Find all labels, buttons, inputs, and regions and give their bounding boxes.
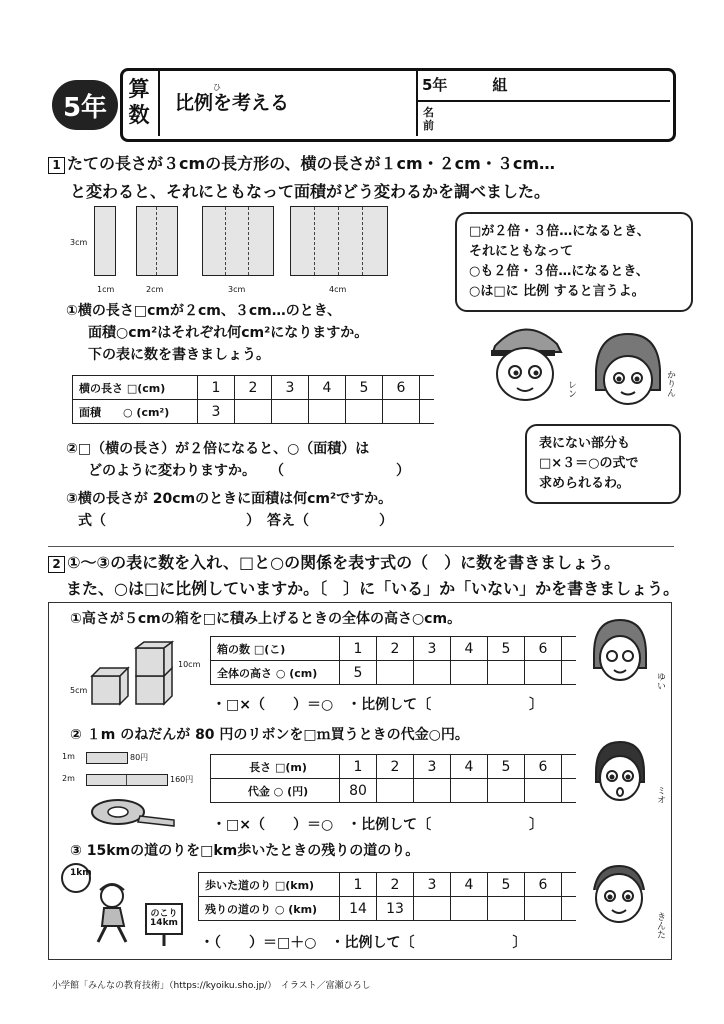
width-label-2: 2cm <box>146 285 164 294</box>
table-head: 代金 ○ (円) <box>211 779 340 803</box>
speech-bubble-karin <box>525 424 681 504</box>
rectangle-1cm <box>94 206 116 276</box>
table-row <box>211 637 577 661</box>
width-label-3: 3cm <box>228 285 246 294</box>
table-cell: 5 <box>346 376 383 400</box>
table-torn-edge <box>562 779 577 803</box>
answer-cell[interactable] <box>309 400 346 424</box>
table-row <box>199 897 577 921</box>
page-title: 比例を考える <box>175 92 290 114</box>
q1-sub1-line2: 面積○cm²はそれぞれ何cm²になりますか。 <box>88 325 369 341</box>
table-cell: 4 <box>451 873 488 897</box>
answer-cell[interactable] <box>488 897 525 921</box>
bubble-line: □×３＝○の式で <box>539 456 639 471</box>
yui-name: ゆい <box>655 672 665 690</box>
answer-cell[interactable] <box>346 400 383 424</box>
stacked-boxes-icon <box>84 640 190 712</box>
mio-character-icon <box>590 738 650 806</box>
table-torn-edge <box>420 376 435 400</box>
table-cell: 3 <box>198 400 235 424</box>
answer-cell[interactable] <box>235 400 272 424</box>
answer-cell[interactable] <box>414 897 451 921</box>
item1-formula[interactable]: ・□×（ ）＝○ ・比例して〔 〕 <box>212 697 544 713</box>
table-cell: 2 <box>377 755 414 779</box>
title-ruby: ひ <box>213 83 221 92</box>
name-field[interactable]: 名前 <box>423 106 434 132</box>
table-row <box>211 779 577 803</box>
subject-char-2: 数 <box>128 103 150 127</box>
answer-cell[interactable] <box>451 779 488 803</box>
answer-cell[interactable] <box>377 779 414 803</box>
kinta-character-icon <box>588 860 650 928</box>
kinta-name: きんた <box>655 912 665 939</box>
answer-cell[interactable] <box>525 779 562 803</box>
table-cell: 6 <box>383 376 420 400</box>
ren-character-icon <box>485 318 565 410</box>
table-cell: 5 <box>340 661 377 685</box>
width-label-4: 4cm <box>329 285 347 294</box>
answer-cell[interactable] <box>451 661 488 685</box>
answer-cell[interactable] <box>488 779 525 803</box>
table-cell: 1 <box>340 755 377 779</box>
table-cell: 3 <box>414 637 451 661</box>
table-head: 残りの道のり ○ (km) <box>199 897 340 921</box>
label-5cm: 5cm <box>70 686 88 695</box>
table-cell: 6 <box>525 637 562 661</box>
q1-sub1-line1: ①横の長さ□cmが２cm、３cm…のとき、 <box>66 303 342 319</box>
table-cell: 3 <box>272 376 309 400</box>
q1-sub2-line1: ②□（横の長さ）が２倍になると、○（面積）は <box>66 441 370 457</box>
answer-cell[interactable] <box>414 779 451 803</box>
table-head: 箱の数 □(こ) <box>211 637 340 661</box>
item1-table <box>210 636 576 685</box>
item2-formula[interactable]: ・□×（ ）＝○ ・比例して〔 〕 <box>212 817 544 833</box>
table-cell: 14 <box>340 897 377 921</box>
label-160: 160円 <box>170 775 194 784</box>
table-head: 長さ □(m) <box>211 755 340 779</box>
speech-bubble-ren <box>455 212 693 312</box>
bubble-line: ○は□に 比例 すると言うよ。 <box>469 284 645 299</box>
table-cell: 1 <box>198 376 235 400</box>
footer-credit: 小学館「みんなの教育技術」（https://kyoiku.sho.jp/） イラスト／富瀬ひろし <box>52 981 371 991</box>
ren-name: レン <box>566 380 576 398</box>
table-cell: 80 <box>340 779 377 803</box>
item2-table <box>210 754 576 803</box>
table-cell: 5 <box>488 873 525 897</box>
q1-sub3-line2[interactable]: 式（ ） 答え（ ） <box>78 513 393 529</box>
question-2-text <box>48 550 679 602</box>
table-cell: 3 <box>414 755 451 779</box>
mio-name: ミオ <box>655 786 665 804</box>
bubble-line: 求められるわ。 <box>539 476 630 491</box>
class-field[interactable]: 5年 組 <box>422 76 508 94</box>
table-head: 全体の高さ ○ (cm) <box>211 661 340 685</box>
q1-line1: たての長さが３cmの長方形の、横の長さが１cm・２cm・３cm… <box>67 154 555 173</box>
table-row <box>73 400 435 424</box>
table-row <box>199 873 577 897</box>
table-head: 歩いた道のり □(km) <box>199 873 340 897</box>
item3-table <box>198 872 576 921</box>
q1-sub2-line2[interactable]: どのように変わりますか。 （ ） <box>88 463 410 479</box>
table-torn-edge <box>562 897 577 921</box>
q1-line2: と変わると、それにともなって面積がどう変わるかを調べました。 <box>70 182 551 201</box>
table-head: 面積 ○ (cm²) <box>73 400 198 424</box>
yui-character-icon <box>590 618 650 686</box>
table-cell: 4 <box>451 755 488 779</box>
width-label-1: 1cm <box>97 285 115 294</box>
question-1-text <box>48 150 555 206</box>
sign-1km: 1km <box>70 868 92 878</box>
table-head: 横の長さ □(cm) <box>73 376 198 400</box>
rectangle-4cm <box>290 206 388 276</box>
table-cell: 5 <box>488 637 525 661</box>
answer-cell[interactable] <box>525 897 562 921</box>
q1-sub2 <box>66 438 410 482</box>
q1-sub1 <box>66 300 368 366</box>
answer-cell[interactable] <box>414 661 451 685</box>
table-torn-edge <box>562 873 577 897</box>
karin-name: かりん <box>665 370 675 397</box>
table-torn-edge <box>420 400 435 424</box>
item2-title: ② １m のねだんが 80 円のリボンを□ｍ買うときの代金○円。 <box>70 727 469 743</box>
subject-label <box>120 68 160 136</box>
q1-sub3 <box>66 488 393 532</box>
table-cell: 6 <box>525 873 562 897</box>
table-cell: 3 <box>414 873 451 897</box>
table-cell: 6 <box>525 755 562 779</box>
bubble-line: □が２倍・３倍…になるとき、 <box>469 224 650 239</box>
class-divider <box>416 100 670 102</box>
table-torn-edge <box>562 755 577 779</box>
item1-title: ①高さが５cmの箱を□に積み上げるときの全体の高さ○cm。 <box>70 611 462 627</box>
subject-char-1: 算 <box>128 77 150 101</box>
item3-formula[interactable]: ・（ ）＝□＋○ ・比例して〔 〕 <box>200 935 527 951</box>
table-cell: 4 <box>451 637 488 661</box>
table-cell: 13 <box>377 897 414 921</box>
q1-table <box>72 375 434 424</box>
q2-line2: また、○は□に比例していますか。〔 〕に「いる」か「いない」かを書きましょう。 <box>66 579 680 598</box>
label-80: 80円 <box>130 753 149 762</box>
table-cell: 2 <box>235 376 272 400</box>
section-divider <box>48 546 674 547</box>
label-10cm: 10cm <box>178 660 201 669</box>
bubble-line: ○も２倍・３倍…になるとき、 <box>469 264 649 279</box>
sign-remain-2: 14km <box>150 918 178 928</box>
rectangle-2cm <box>136 206 178 276</box>
table-cell: 1 <box>340 637 377 661</box>
table-cell: 5 <box>488 755 525 779</box>
q1-sub3-line1: ③横の長さが 20cmのときに面積は何cm²ですか。 <box>66 491 393 507</box>
table-row <box>211 661 577 685</box>
label-1m: 1m <box>62 752 75 761</box>
table-torn-edge <box>562 637 577 661</box>
bubble-line: 表にない部分も <box>539 436 631 451</box>
karin-character-icon <box>588 330 668 412</box>
ribbon-roll-icon <box>84 794 176 830</box>
table-row <box>73 376 435 400</box>
table-cell: 2 <box>377 637 414 661</box>
q2-line1: ①〜③の表に数を入れ、□と○の関係を表す式の（ ）に数を書きましょう。 <box>67 553 621 572</box>
table-row <box>211 755 577 779</box>
q1-sub1-line3: 下の表に数を書きましょう。 <box>88 347 270 363</box>
sign-remain-1: のこり <box>150 909 178 919</box>
answer-cell[interactable] <box>451 897 488 921</box>
table-cell: 1 <box>340 873 377 897</box>
answer-cell[interactable] <box>377 661 414 685</box>
answer-cell[interactable] <box>383 400 420 424</box>
answer-cell[interactable] <box>525 661 562 685</box>
item3-title: ③ 15kmの道のりを□km歩いたときの残りの道のり。 <box>70 843 420 859</box>
question-1-number: 1 <box>48 157 65 174</box>
grade-badge: 5年 <box>52 80 118 130</box>
ribbon-1m <box>86 752 128 764</box>
bubble-line: それにともなって <box>469 244 574 259</box>
answer-cell[interactable] <box>488 661 525 685</box>
table-torn-edge <box>562 661 577 685</box>
rectangle-3cm <box>202 206 274 276</box>
table-cell: 2 <box>377 873 414 897</box>
table-cell: 4 <box>309 376 346 400</box>
label-2m: 2m <box>62 774 75 783</box>
answer-cell[interactable] <box>272 400 309 424</box>
question-2-number: 2 <box>48 556 65 573</box>
ribbon-2m <box>86 774 168 786</box>
height-label: 3cm <box>70 238 88 247</box>
